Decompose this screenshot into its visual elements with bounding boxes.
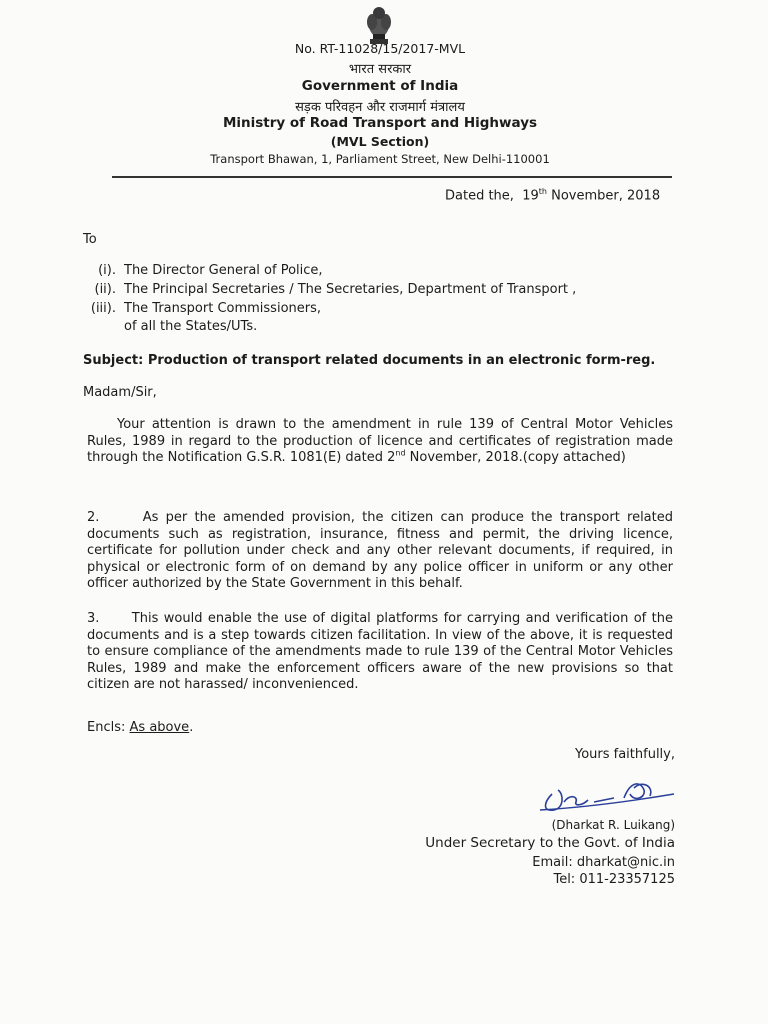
addressee-item: (i). The Director General of Police, [98,263,323,278]
government-title: Government of India [301,78,459,94]
signatory-name: (Dharkat R. Luikang) [551,818,675,832]
subject-line: Subject: Production of transport related documents in an electronic form-reg. [83,353,656,368]
to-label: To [83,232,97,247]
enclosures: Encls: As above. [87,720,194,735]
header-divider [112,176,672,178]
paragraph-3: 3. This would enable the use of digital platforms for carrying and verification of the documents and is a step towards citizen facilitation. In view of the above, it is requested to ensure compliance of the amendments made to rule 139 of the Central Motor Vehicles Rules, 1989 and make the enforcement officers aware of the new provisions so that citizen are not harassed/ inconvenienced. [87,611,678,692]
signature-image [534,772,684,820]
office-address: Transport Bhawan, 1, Parliament Street, New Delhi-110001 [210,152,550,166]
ministry-title: Ministry of Road Transport and Highways [222,115,538,131]
hindi-ministry-title: सड़क परिवहन और राजमार्ग मंत्रालय [295,100,465,115]
reference-number: No. RT-11028/15/2017-MVL [294,41,466,56]
letter-date: Dated the, 19th November, 2018 [445,187,661,204]
addressee-item: (iii). The Transport Commissioners, [90,301,322,316]
addressee-item: of all the States/UTs. [124,319,258,334]
signatory-phone: Tel: 011-23357125 [553,872,675,887]
paragraph-1: Your attention is drawn to the amendment in rule 139 of Central Motor Vehicles Rules, 1989 in regard to the production of licence and certificates of registration made through the Notification G.S.R. 1081(E) dated 2nd November, 2018.(copy attached) [87,417,673,465]
hindi-government-title: भारत सरकार [348,62,412,77]
paragraph-2: 2. As per the amended provision, the citizen can produce the transport related documents such as registration, insurance, fitness and permit, the driving licence, certificate for pollution under check and any other relevant documents, if required, in physical or electronic form of on demand by any police officer in uniform or any other officer authorized by the State Government in this behalf. [87,510,678,591]
section-title: (MVL Section) [330,134,430,149]
closing: Yours faithfully, [574,747,675,762]
salutation: Madam/Sir, [83,385,157,400]
signatory-designation: Under Secretary to the Govt. of India [425,835,675,851]
addressee-item: (ii). The Principal Secretaries / The Secretaries, Department of Transport , [94,282,577,297]
signatory-email: Email: dharkat@nic.in [532,855,675,870]
